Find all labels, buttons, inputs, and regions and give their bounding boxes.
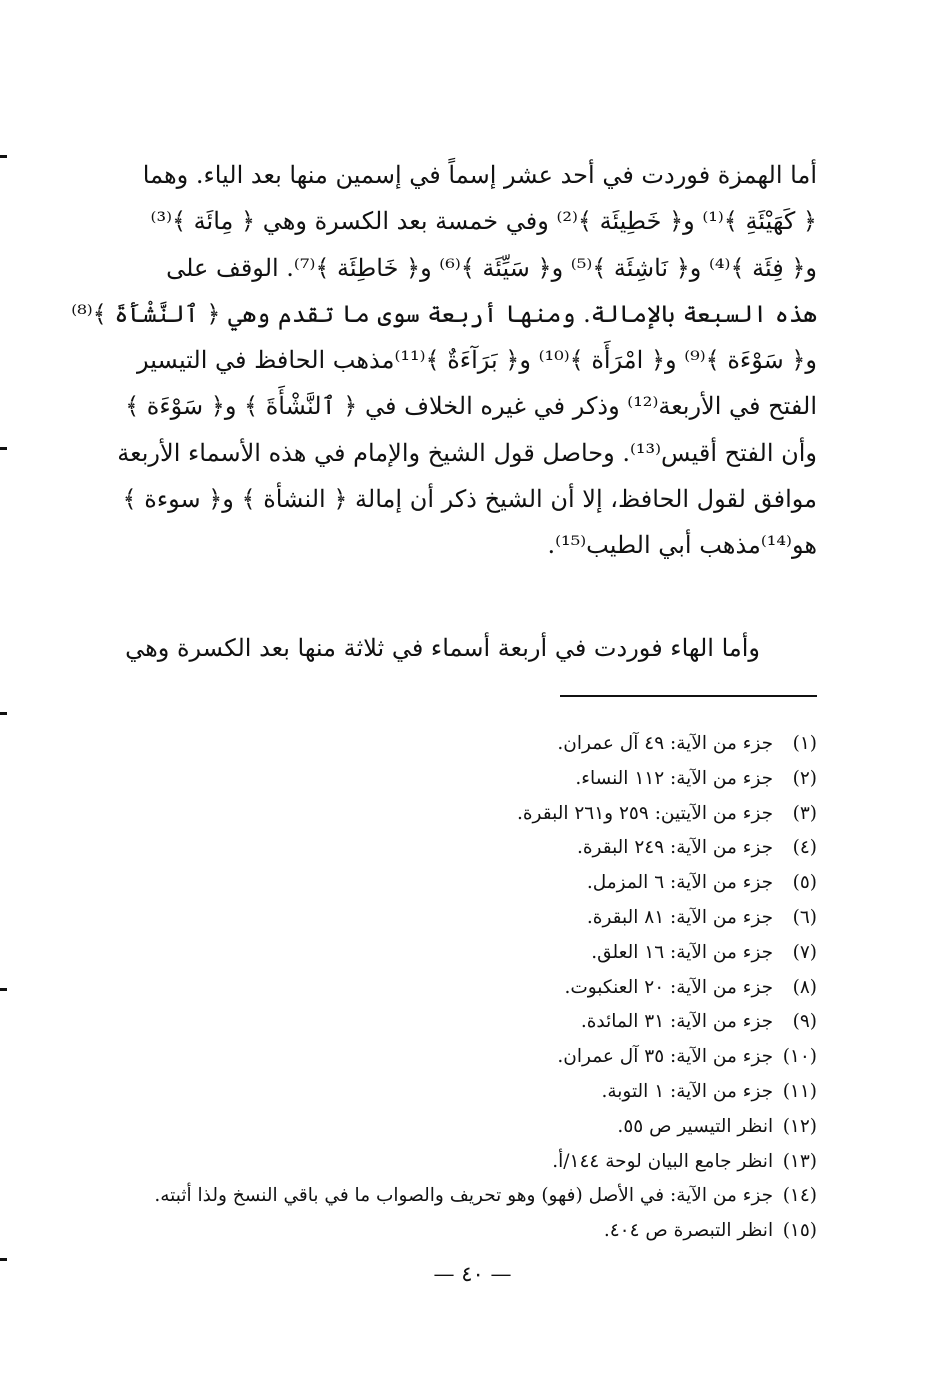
footnote-separator <box>560 695 817 697</box>
footnote-text: جزء من الآية: ١١٢ النساء. <box>575 767 774 789</box>
margin-mark <box>0 447 7 450</box>
text-line: موافق لقول الحافظ، إلا أن الشيخ ذكر أن إمالة ﴿ النشأة ﴾ و﴿ سوءة ﴾ <box>122 485 817 514</box>
footnote-number: (٨) <box>792 976 817 998</box>
margin-mark <box>0 712 7 715</box>
footnote-item <box>117 727 817 762</box>
footnote-text: انظر التيسير ص ٥٥. <box>617 1115 774 1137</box>
footnote-item <box>117 971 817 1006</box>
text-line: و﴿ فِئَة ﴾⁽⁴⁾ و﴿ نَاشِئَة ﴾⁽⁵⁾ و﴿ سَيِّئَة ﴾⁽⁶⁾ و﴿ خَاطِئَة ﴾⁽⁷⁾. الوقف على <box>166 253 817 282</box>
footnote-item <box>117 1145 817 1180</box>
second-paragraph <box>125 625 760 671</box>
footnote-number: (٦) <box>792 906 817 928</box>
footnote-number: (١٠) <box>782 1046 817 1068</box>
margin-mark <box>0 988 7 991</box>
text-line: هو⁽¹⁴⁾مذهب أبي الطيب⁽¹⁵⁾. <box>547 531 817 560</box>
footnote-text: جزء من الآية: في الأصل (فهو) وهو تحريف والصواب ما في باقي النسخ ولذا أثبته. <box>154 1185 774 1207</box>
footnote-text: جزء من الآية: ١٦ العلق. <box>591 941 774 963</box>
main-paragraph <box>71 152 817 569</box>
margin-mark <box>0 1258 7 1261</box>
footnote-number: (١١) <box>782 1080 817 1102</box>
text-line: ﴿ كَهَيْئَةِ ﴾⁽¹⁾ و﴿ خَطِيئَة ﴾⁽²⁾ وفي خمسة بعد الكسرة وهي ﴿ مِائَة ﴾⁽³⁾ <box>150 207 817 236</box>
footnote-item <box>117 797 817 832</box>
footnote-item <box>117 1179 817 1214</box>
footnote-number: (٣) <box>792 802 817 824</box>
footnote-item <box>117 901 817 936</box>
footnote-item <box>117 1214 817 1249</box>
footnote-number: (٥) <box>792 872 817 894</box>
footnote-text: جزء من الآية: ٣١ المائدة. <box>580 1011 774 1033</box>
text-line: أما الهمزة فوردت في أحد عشر إسماً في إسمين منها بعد الياء. وهما <box>142 161 817 189</box>
footnote-text: جزء من الآية: ٣٥ آل عمران. <box>557 1046 774 1068</box>
footnote-text: جزء من الآية: ٦ المزمل. <box>586 872 774 894</box>
footnote-text: انظر التبصرة ص ٤٠٤. <box>603 1220 774 1242</box>
footnote-number: (٩) <box>792 1011 817 1033</box>
footnote-item <box>117 1040 817 1075</box>
footnotes-list <box>117 727 817 1249</box>
footnote-number: (٢) <box>792 767 817 789</box>
footnote-text: انظر جامع البيان لوحة ١٤٤/أ. <box>552 1150 774 1172</box>
page-number: — ٤٠ — <box>433 1262 512 1286</box>
footnote-item <box>117 831 817 866</box>
text-line: وأن الفتح أقيس⁽¹³⁾. وحاصل قول الشيخ والإمام في هذه الأسماء الأربعة <box>117 438 817 467</box>
footnote-text: جزء من الآية: ٨١ البقرة. <box>586 906 774 928</box>
footnote-item <box>117 1110 817 1145</box>
footnote-text: جزء من الآية: ١ التوبة. <box>601 1080 774 1102</box>
footnote-number: (١٥) <box>782 1220 817 1242</box>
footnote-item <box>117 866 817 901</box>
footnote-text: جزء من الآيتين: ٢٥٩ و٢٦١ البقرة. <box>516 802 774 824</box>
footnote-number: (١) <box>792 733 817 754</box>
margin-mark <box>0 155 7 158</box>
text-line: و﴿ سَوْءَة ﴾⁽⁹⁾ و﴿ امْرَأَة ﴾⁽¹⁰⁾ و﴿ بَرَآءَةٌ ﴾⁽¹¹⁾مذهب الحافظ في التيسير <box>137 346 817 375</box>
footnote-number: (٧) <box>792 941 817 963</box>
footnote-number: (٤) <box>792 837 817 859</box>
footnote-item <box>117 762 817 797</box>
text-line: هذه السبعة بالإمالة. ومنها أربعة سوى ما تقدم وهي ﴿ ٱلنَّشْأَةَ ﴾⁽⁸⁾ <box>71 299 817 328</box>
footnote-item <box>117 936 817 971</box>
footnote-text: جزء من الآية: ٤٩ آل عمران. <box>557 733 774 754</box>
text-line: وأما الهاء فوردت في أربعة أسماء في ثلاثة منها بعد الكسرة وهي <box>125 634 760 662</box>
text-line: الفتح في الأربعة⁽¹²⁾ وذكر في غيره الخلاف في ﴿ ٱلنَّشْأَةَ ﴾ و﴿ سَوْءَة ﴾ <box>125 392 817 421</box>
footnote-number: (١٤) <box>782 1185 817 1207</box>
footnote-item <box>117 1005 817 1040</box>
footnote-item <box>117 1075 817 1110</box>
footnote-number: (١٣) <box>782 1150 817 1172</box>
footnote-text: جزء من الآية: ٢٠ العنكبوت. <box>564 976 774 998</box>
footnote-number: (١٢) <box>782 1115 817 1137</box>
footnote-text: جزء من الآية: ٢٤٩ البقرة. <box>576 837 774 859</box>
